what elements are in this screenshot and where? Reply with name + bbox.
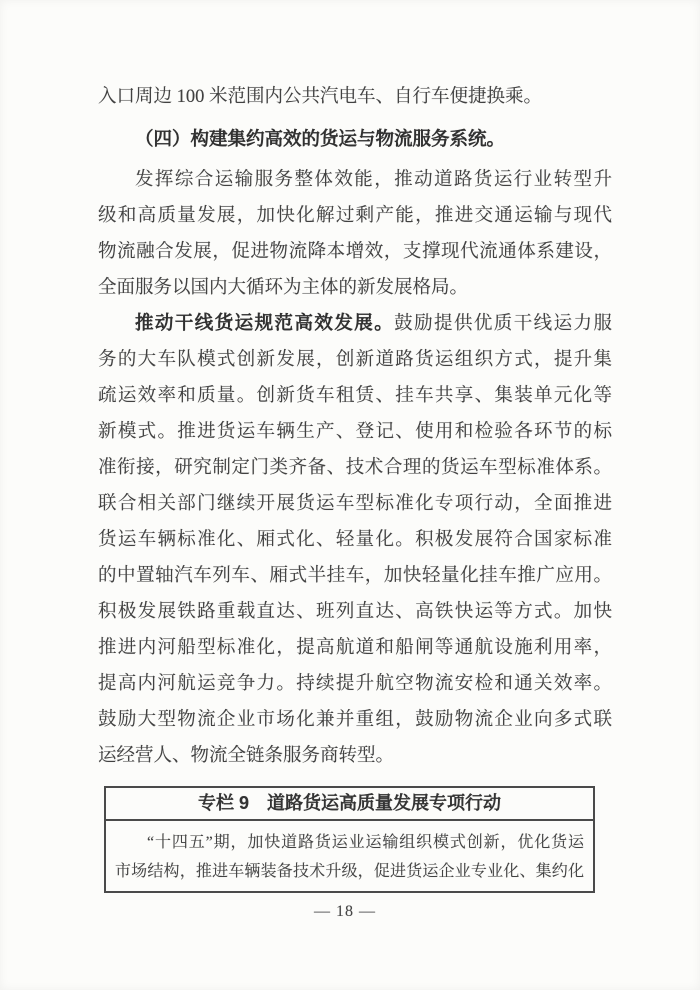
body-line-paragraph-end: 运经营人、物流全链条服务商转型。 — [98, 746, 395, 766]
body-line: 级和高质量发展，加快化解过剩产能，推进交通运输与现代 — [98, 206, 612, 226]
special-column-box — [104, 786, 595, 893]
column-box-title: 专栏 9 道路货运高质量发展专项行动 — [106, 788, 593, 821]
body-line: 疏运效率和质量。创新货车租赁、挂车共享、集装单元化等 — [98, 386, 612, 406]
body-line: 鼓励大型物流企业市场化兼并重组，鼓励物流企业向多式联 — [98, 710, 612, 730]
paragraph-lead-rest: 鼓励提供优质干线运力服 — [394, 314, 612, 334]
column-box-line: “十四五”期，加快道路货运业运输组织模式创新，优化货运 — [147, 834, 584, 851]
body-line-with-bold-lead — [98, 306, 612, 342]
body-line: 联合相关部门继续开展货运车型标准化专项行动，全面推进 — [98, 494, 612, 514]
page-number: — 18 — — [314, 903, 376, 920]
document-content — [98, 79, 612, 893]
section-heading: （四）构建集约高效的货运与物流服务系统。 — [135, 130, 506, 150]
body-line: 提高内河航运竞争力。持续提升航空物流安检和通关效率。 — [98, 674, 612, 694]
body-line: 物流融合发展，促进物流降本增效，支撑现代流通体系建设， — [98, 242, 612, 262]
body-line: 积极发展铁路重载直达、班列直达、高铁快运等方式。加快 — [98, 602, 612, 622]
body-line-paragraph-end: 全面服务以国内大循环为主体的新发展格局。 — [98, 278, 469, 298]
body-line: 发挥综合运输服务整体效能，推动道路货运行业转型升 — [135, 170, 612, 190]
column-box-line: 市场结构，推进车辆装备技术升级，促进货运企业专业化、集约化 — [115, 863, 584, 880]
body-line: 的中置轴汽车列车、厢式半挂车，加快轻量化挂车推广应用。 — [98, 566, 612, 586]
paragraph-bold-lead: 推动干线货运规范高效发展。 — [135, 314, 395, 334]
body-line: 货运车辆标准化、厢式化、轻量化。积极发展符合国家标准 — [98, 530, 612, 550]
column-box-body — [106, 821, 593, 891]
body-line: 务的大车队模式创新发展，创新道路货运组织方式，提升集 — [98, 350, 612, 370]
body-line: 推进内河船型标准化，提高航道和船闸等通航设施利用率， — [98, 638, 612, 658]
body-line: 新模式。推进货运车辆生产、登记、使用和检验各环节的标 — [98, 422, 612, 442]
body-line: 准衔接，研究制定门类齐备、技术合理的货运车型标准体系。 — [98, 458, 612, 478]
body-line-continued: 入口周边 100 米范围内公共汽电车、自行车便捷换乘。 — [98, 87, 543, 107]
